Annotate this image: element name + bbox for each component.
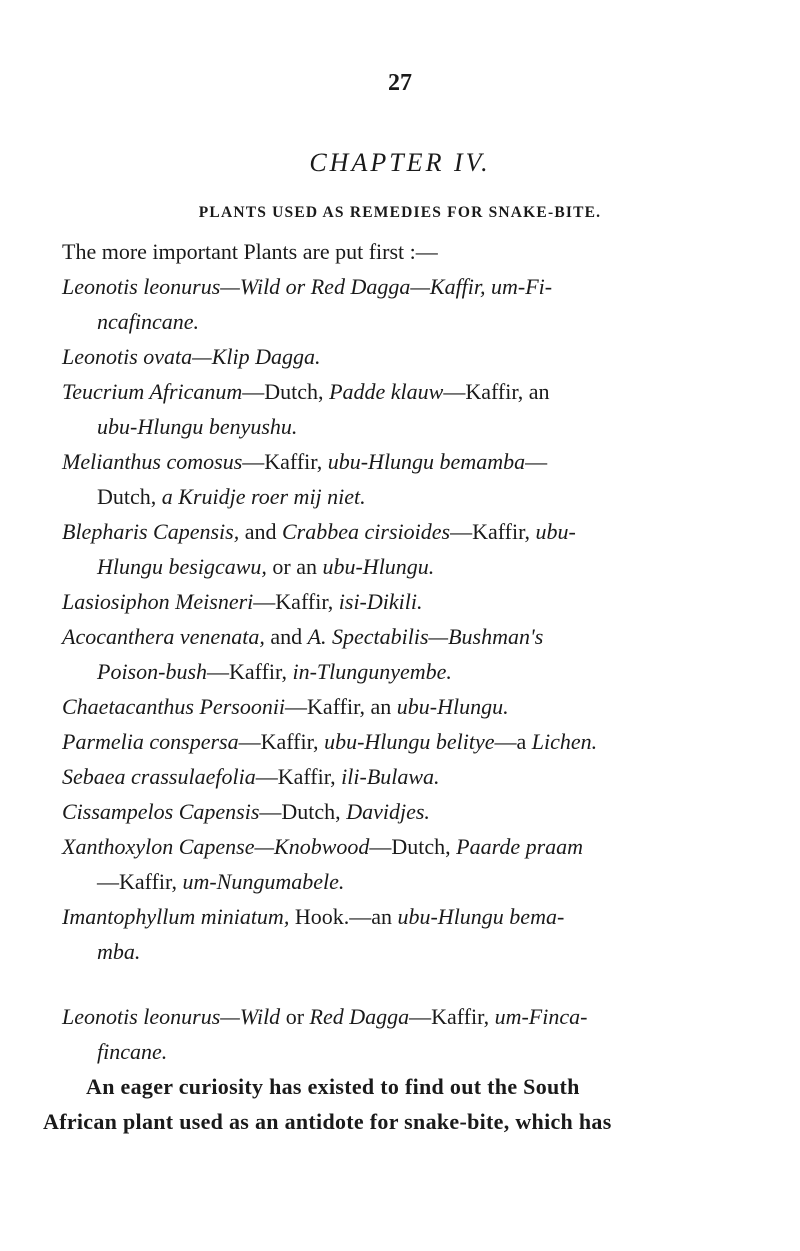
section-gap (62, 969, 762, 999)
roman-text: — (525, 449, 548, 474)
entry-line (62, 899, 762, 934)
entry-continuation-line (62, 479, 762, 514)
italic-text: in-Tlungunyembe. (292, 659, 452, 684)
italic-text: Lasiosiphon Meisneri (62, 589, 254, 614)
roman-text: —Kaffir, (255, 764, 342, 789)
italic-text: Cissampelos Capensis (62, 799, 260, 824)
roman-text: —Kaffir, an (443, 379, 550, 404)
entry-line (62, 794, 762, 829)
body-paragraph (43, 1069, 762, 1139)
italic-text: um-Nungumabele. (182, 869, 345, 894)
italic-text: ubu-Hlungu belitye (324, 729, 495, 754)
italic-text: ubu-Hlungu. (322, 554, 435, 579)
plant-entry (62, 794, 762, 829)
italic-text: Parmelia conspersa (62, 729, 239, 754)
plant-entry (62, 584, 762, 619)
entry-continuation-line (62, 304, 762, 339)
section-line (62, 999, 762, 1034)
roman-text: Hook.—an (289, 904, 398, 929)
italic-text: Leonotis leonurus—Wild or Red Dagga—Kaffir, um-Fi- (62, 274, 553, 299)
entry-line (62, 689, 762, 724)
entry-continuation-line (62, 409, 762, 444)
italic-text: Paarde praam (456, 834, 584, 859)
entry-continuation-line (62, 549, 762, 584)
italic-text: ubu-Hlungu. (396, 694, 509, 719)
entry-line (62, 374, 762, 409)
roman-text: or (280, 1004, 310, 1029)
italic-text: Leonotis leonurus—Wild (62, 1004, 281, 1029)
plant-entry (62, 444, 762, 514)
entry-line (62, 339, 762, 374)
italic-text: Padde klauw (329, 379, 444, 404)
roman-text: —Kaffir, (450, 519, 536, 544)
italic-text: ili-Bulawa. (341, 764, 440, 789)
italic-text: ubu-Hlungu benyushu. (97, 414, 298, 439)
roman-text: —Kaffir, (207, 659, 293, 684)
italic-text: a Kruidje roer mij niet. (161, 484, 366, 509)
italic-text: Imantophyllum miniatum, (62, 904, 290, 929)
entry-continuation-line (62, 864, 762, 899)
paragraph-line: African plant used as an antidote for snake-bite, which has (43, 1109, 612, 1134)
italic-text: Xanthoxylon Capense—Knobwood (62, 834, 370, 859)
italic-text: Red Dagga (309, 1004, 410, 1029)
entry-line (62, 269, 762, 304)
entry-line (62, 444, 762, 479)
roman-text: —Dutch, (259, 799, 347, 824)
plant-entry (62, 724, 762, 759)
plant-entry (62, 269, 762, 339)
italic-text: fincane. (97, 1039, 168, 1064)
roman-text: —Kaffir, (242, 449, 328, 474)
italic-text: Melianthus comosus (62, 449, 243, 474)
entry-continuation-line (62, 934, 762, 969)
entry-line (62, 584, 762, 619)
roman-text: Dutch, (97, 484, 162, 509)
roman-text: —Kaffir, (253, 589, 339, 614)
italic-text: Acocanthera venenata, (62, 624, 265, 649)
roman-text: —Kaffir, (409, 1004, 495, 1029)
roman-text: —Dutch, (369, 834, 457, 859)
chapter-subtitle: PLANTS USED AS REMEDIES FOR SNAKE-BITE. (198, 204, 602, 221)
intro-line: The more important Plants are put first :— (62, 239, 438, 264)
roman-text: —Kaffir, an (285, 694, 397, 719)
plant-entry (62, 374, 762, 444)
entry-line (62, 724, 762, 759)
roman-text: and (239, 519, 282, 544)
plant-entry (62, 514, 762, 584)
italic-text: um-Finca- (494, 1004, 588, 1029)
italic-text: Lichen. (531, 729, 598, 754)
italic-text: Leonotis ovata—Klip Dagga. (62, 344, 321, 369)
roman-text: —Kaffir, (238, 729, 325, 754)
italic-text: Teucrium Africanum (62, 379, 243, 404)
entry-line (62, 829, 762, 864)
plant-list (43, 269, 762, 1139)
plant-entry (62, 759, 762, 794)
roman-text: —Dutch, (242, 379, 330, 404)
italic-text: ubu-Hlungu bemamba (327, 449, 526, 474)
entry-continuation-line (62, 654, 762, 689)
page-number: 27 (388, 70, 412, 96)
section-heading-entry (62, 999, 762, 1069)
plant-entry (62, 339, 762, 374)
entry-line (62, 514, 762, 549)
italic-text: Sebaea crassulaefolia (62, 764, 256, 789)
entry-line (62, 619, 762, 654)
italic-text: mba. (97, 939, 141, 964)
roman-text: and (264, 624, 308, 649)
paragraph-line: An eager curiosity has existed to find out the South (86, 1074, 580, 1099)
italic-text: Davidjes. (346, 799, 430, 824)
roman-text: —a (494, 729, 532, 754)
italic-text: ubu-Hlungu bema- (397, 904, 565, 929)
section-continuation-line (62, 1034, 762, 1069)
plant-entry (62, 829, 762, 899)
plant-entry (62, 689, 762, 724)
plant-entry (62, 899, 762, 969)
entry-line (62, 759, 762, 794)
italic-text: isi-Dikili. (338, 589, 423, 614)
italic-text: A. Spectabilis—Bushman's (307, 624, 544, 649)
plant-entries (62, 269, 762, 969)
chapter-heading: CHAPTER IV. (309, 148, 491, 177)
italic-text: Blepharis Capensis, (62, 519, 240, 544)
roman-text: or an (266, 554, 323, 579)
italic-text: Crabbea cirsioides (282, 519, 451, 544)
plant-entry (62, 619, 762, 689)
italic-text: ubu- (535, 519, 576, 544)
roman-text: —Kaffir, (97, 869, 183, 894)
italic-text: Hlungu besigcawu, (97, 554, 267, 579)
italic-text: ncafincane. (97, 309, 200, 334)
italic-text: Poison-bush (97, 659, 207, 684)
italic-text: Chaetacanthus Persoonii (62, 694, 286, 719)
